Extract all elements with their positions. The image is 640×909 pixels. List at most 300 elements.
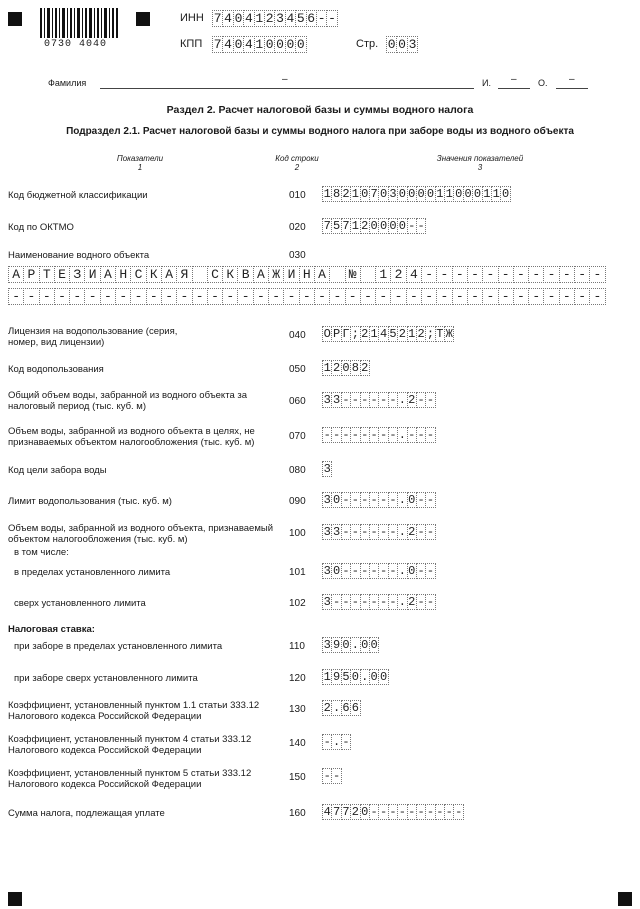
initial-i-value: –: [511, 74, 517, 85]
char-cell: 2: [390, 266, 406, 283]
char-cell: ;: [351, 327, 359, 341]
char-cell: -: [417, 393, 425, 407]
char-cell: С: [130, 266, 146, 283]
char-cell: -: [379, 493, 388, 507]
char-cell: 7: [213, 11, 222, 26]
char-cell: -: [317, 11, 326, 26]
char-cell: 0: [398, 219, 406, 233]
column-number-2: 2: [294, 163, 300, 172]
char-cell: -: [452, 288, 468, 305]
char-cell: №: [345, 266, 361, 283]
char-cell: 0: [370, 219, 378, 233]
char-cell: 0: [234, 37, 243, 52]
char-cell: -: [192, 288, 208, 305]
char-cell: -: [207, 288, 223, 305]
char-cell: 7: [332, 805, 341, 819]
char-cell: А: [314, 266, 330, 283]
row-label-100: Объем воды, забранной из водного объекта, признаваемый объектом налогообложения (тыс. куб. м): [8, 523, 274, 545]
char-cell: 2: [342, 187, 350, 201]
char-cell: 4: [224, 11, 232, 26]
char-cell: 7: [342, 219, 350, 233]
char-cell: -: [370, 564, 378, 578]
char-cell: ;: [426, 327, 435, 341]
char-cell: 2: [408, 595, 416, 609]
char-cell: 2: [323, 701, 331, 715]
char-cell: -: [268, 288, 284, 305]
char-cell: 4: [224, 37, 232, 52]
value-field-040: [322, 326, 453, 342]
char-cell: 3: [332, 393, 341, 407]
row-label-030: Наименование водного объекта: [8, 250, 150, 261]
char-cell: 0: [389, 219, 397, 233]
char-cell: -: [417, 428, 425, 442]
char-cell: 2: [408, 393, 416, 407]
char-cell: 7: [342, 805, 350, 819]
row-label-150: Коэффициент, установленный пунктом 5 статьи 333.12 Налогового кодекса Российской Федерации: [8, 768, 252, 790]
char-cell: -: [342, 564, 350, 578]
char-cell: -: [222, 288, 238, 305]
char-cell: -: [332, 428, 341, 442]
char-cell: -: [342, 493, 350, 507]
char-cell: -: [351, 493, 359, 507]
char-cell: .: [361, 670, 369, 684]
char-cell: Г: [342, 327, 350, 341]
char-cell: -: [421, 266, 437, 283]
row-code-050: 050: [289, 364, 306, 375]
char-cell: -: [39, 288, 55, 305]
column-header-3: Значения показателей: [436, 154, 524, 163]
char-cell: 0: [473, 187, 482, 201]
water-object-name-line-2: [8, 288, 605, 305]
char-cell: 1: [323, 670, 331, 684]
char-cell: -: [426, 525, 435, 539]
row-code-070: 070: [289, 431, 306, 442]
char-cell: -: [299, 288, 315, 305]
char-cell: 0: [379, 670, 388, 684]
value-field-060: [322, 392, 435, 408]
row-label-020: Код по ОКТМО: [8, 222, 74, 233]
char-cell: -: [390, 288, 406, 305]
char-cell: -: [351, 428, 359, 442]
row-label-160: Сумма налога, подлежащая уплате: [8, 808, 165, 819]
char-cell: -: [417, 493, 425, 507]
char-cell: -: [398, 805, 406, 819]
column-number-3: 3: [477, 163, 483, 172]
value-field-130: [322, 700, 360, 716]
char-cell: -: [370, 805, 378, 819]
char-cell: 1: [492, 187, 500, 201]
char-cell: [360, 266, 376, 283]
char-cell: -: [351, 595, 359, 609]
char-cell: .: [398, 428, 406, 442]
char-cell: -: [528, 288, 544, 305]
char-cell: 0: [265, 37, 274, 52]
char-cell: -: [559, 288, 575, 305]
value-field-140: [322, 734, 350, 750]
char-cell: Я: [176, 266, 192, 283]
char-cell: 0: [332, 493, 341, 507]
char-cell: -: [332, 595, 341, 609]
char-cell: -: [332, 769, 341, 783]
char-cell: 3: [323, 638, 331, 652]
corner-marker: [136, 12, 150, 26]
surname-label: Фамилия: [48, 78, 87, 88]
value-field-110: [322, 637, 378, 653]
char-cell: 2: [361, 327, 369, 341]
char-cell: -: [389, 805, 397, 819]
char-cell: -: [176, 288, 192, 305]
char-cell: -: [370, 525, 378, 539]
initial-o-label: О.: [538, 78, 548, 88]
char-cell: -: [370, 595, 378, 609]
page-number-field: [386, 36, 417, 53]
row-code-060: 060: [289, 396, 306, 407]
char-cell: -: [417, 805, 425, 819]
row-code-090: 090: [289, 496, 306, 507]
char-cell: -: [467, 288, 483, 305]
char-cell: -: [379, 525, 388, 539]
char-cell: 0: [455, 187, 463, 201]
char-cell: -: [408, 805, 416, 819]
initial-o-value: –: [569, 74, 575, 85]
char-cell: -: [130, 288, 146, 305]
char-cell: 1: [445, 187, 453, 201]
char-cell: 0: [464, 187, 472, 201]
char-cell: 0: [387, 37, 396, 52]
char-cell: 5: [332, 219, 341, 233]
char-cell: -: [543, 288, 559, 305]
char-cell: -: [69, 288, 85, 305]
char-cell: 0: [398, 187, 406, 201]
char-cell: -: [498, 288, 514, 305]
row-label-101: в пределах установленного лимита: [14, 567, 171, 578]
char-cell: -: [351, 393, 359, 407]
char-cell: .: [351, 638, 359, 652]
char-cell: 7: [323, 219, 331, 233]
water-object-name-line-1: [8, 266, 605, 283]
char-cell: 8: [332, 187, 341, 201]
value-field-010: [322, 186, 510, 202]
char-cell: -: [54, 288, 70, 305]
char-cell: -: [389, 428, 397, 442]
value-field-070: [322, 427, 435, 443]
char-cell: -: [406, 288, 422, 305]
row-code-120: 120: [289, 673, 306, 684]
char-cell: -: [467, 266, 483, 283]
char-cell: -: [361, 493, 369, 507]
char-cell: 5: [296, 11, 305, 26]
char-cell: 3: [389, 187, 397, 201]
char-cell: -: [417, 219, 425, 233]
char-cell: 0: [408, 493, 416, 507]
char-cell: З: [69, 266, 85, 283]
char-cell: -: [379, 595, 388, 609]
char-cell: -: [379, 805, 388, 819]
char-cell: 0: [398, 37, 406, 52]
char-cell: .: [332, 701, 341, 715]
row-label-130: Коэффициент, установленный пунктом 1.1 статьи 333.12 Налогового кодекса Российской Федерации: [8, 700, 260, 722]
char-cell: -: [351, 525, 359, 539]
row-label-including: в том числе:: [14, 547, 69, 558]
char-cell: 3: [323, 595, 331, 609]
char-cell: -: [329, 288, 345, 305]
char-cell: 1: [255, 11, 264, 26]
row-code-101: 101: [289, 567, 306, 578]
char-cell: .: [398, 595, 406, 609]
char-cell: 0: [379, 219, 388, 233]
char-cell: 6: [342, 701, 350, 715]
char-cell: 1: [351, 187, 359, 201]
char-cell: -: [115, 288, 131, 305]
char-cell: 4: [286, 11, 295, 26]
inn-field: [212, 10, 337, 27]
initial-i-label: И.: [482, 78, 491, 88]
char-cell: -: [351, 564, 359, 578]
char-cell: -: [445, 805, 453, 819]
char-cell: 3: [323, 564, 331, 578]
char-cell: -: [323, 735, 331, 749]
char-cell: А: [8, 266, 24, 283]
row-code-150: 150: [289, 772, 306, 783]
char-cell: 1: [351, 219, 359, 233]
row-code-140: 140: [289, 738, 306, 749]
char-cell: 0: [342, 638, 350, 652]
char-cell: 1: [323, 187, 331, 201]
row-label-010: Код бюджетной классификации: [8, 190, 148, 201]
char-cell: -: [253, 288, 269, 305]
char-cell: -: [574, 266, 590, 283]
char-cell: -: [342, 393, 350, 407]
char-cell: -: [237, 288, 253, 305]
char-cell: -: [8, 288, 24, 305]
row-label-070: Объем воды, забранной из водного объекта в целях, не признаваемых объектом налогообложения (тыс. куб. м): [8, 426, 255, 448]
barcode-number: 0730 4040: [44, 39, 108, 50]
row-code-010: 010: [289, 190, 306, 201]
kpp-label: КПП: [180, 38, 203, 50]
char-cell: -: [528, 266, 544, 283]
row-label-120: при заборе сверх установленного лимита: [14, 673, 198, 684]
row-label-060: Общий объем воды, забранной из водного объекта за налоговый период (тыс. куб. м): [8, 390, 248, 412]
char-cell: Ж: [445, 327, 453, 341]
char-cell: -: [389, 595, 397, 609]
char-cell: -: [426, 393, 435, 407]
char-cell: -: [361, 525, 369, 539]
char-cell: -: [417, 525, 425, 539]
char-cell: Т: [39, 266, 55, 283]
column-header-2: Код строки: [275, 154, 319, 163]
char-cell: -: [342, 525, 350, 539]
row-code-110: 110: [289, 641, 305, 652]
row-code-020: 020: [289, 222, 306, 233]
char-cell: 0: [361, 638, 369, 652]
char-cell: -: [426, 564, 435, 578]
char-cell: 0: [296, 37, 305, 52]
char-cell: -: [513, 266, 529, 283]
char-cell: 5: [389, 327, 397, 341]
char-cell: А: [161, 266, 177, 283]
char-cell: -: [379, 393, 388, 407]
row-label-050: Код водопользования: [8, 364, 104, 375]
char-cell: -: [436, 805, 444, 819]
char-cell: -: [498, 266, 514, 283]
char-cell: -: [342, 735, 350, 749]
char-cell: 0: [276, 37, 284, 52]
char-cell: 3: [408, 37, 417, 52]
char-cell: 4: [406, 266, 422, 283]
row-label-102: сверх установленного лимита: [14, 598, 146, 609]
char-cell: 3: [323, 462, 331, 476]
inn-label: ИНН: [180, 12, 204, 24]
char-cell: -: [513, 288, 529, 305]
value-field-080: [322, 461, 331, 477]
char-cell: -: [161, 288, 177, 305]
char-cell: 4: [244, 11, 253, 26]
char-cell: 3: [323, 393, 331, 407]
surname-underline: [100, 88, 474, 89]
char-cell: 0: [426, 187, 435, 201]
char-cell: 1: [255, 37, 264, 52]
char-cell: 9: [332, 638, 341, 652]
surname-value: –: [282, 74, 288, 85]
char-cell: И: [283, 266, 299, 283]
char-cell: -: [323, 428, 331, 442]
row-code-030: 030: [289, 250, 306, 261]
row-code-100: 100: [289, 528, 306, 539]
char-cell: 6: [351, 701, 359, 715]
section-title: Раздел 2. Расчет налоговой базы и суммы водного налога: [166, 104, 474, 116]
char-cell: 2: [361, 219, 369, 233]
char-cell: -: [436, 288, 452, 305]
char-cell: .: [332, 735, 341, 749]
corner-marker: [618, 892, 632, 906]
char-cell: С: [207, 266, 223, 283]
char-cell: 3: [323, 493, 331, 507]
char-cell: Е: [54, 266, 70, 283]
char-cell: А: [100, 266, 116, 283]
value-field-150: [322, 768, 341, 784]
char-cell: -: [328, 11, 336, 26]
char-cell: 0: [370, 670, 378, 684]
char-cell: -: [482, 266, 498, 283]
value-field-120: [322, 669, 388, 685]
char-cell: 0: [417, 187, 425, 201]
char-cell: А: [253, 266, 269, 283]
char-cell: [329, 266, 345, 283]
char-cell: -: [360, 288, 376, 305]
corner-marker: [8, 12, 22, 26]
char-cell: 2: [361, 361, 369, 375]
char-cell: .: [398, 393, 406, 407]
char-cell: -: [345, 288, 361, 305]
char-cell: -: [426, 595, 435, 609]
char-cell: -: [408, 428, 416, 442]
kpp-field: [212, 36, 306, 53]
char-cell: -: [389, 393, 397, 407]
char-cell: 1: [370, 327, 378, 341]
char-cell: 3: [332, 525, 341, 539]
char-cell: -: [375, 288, 391, 305]
char-cell: 2: [398, 327, 406, 341]
value-field-020: [322, 218, 425, 234]
char-cell: 9: [332, 670, 341, 684]
char-cell: 0: [332, 564, 341, 578]
subsection-title: Подраздел 2.1. Расчет налоговой базы и суммы водного налога при заборе воды из водного объекта: [66, 126, 574, 137]
char-cell: -: [389, 493, 397, 507]
char-cell: 0: [370, 638, 378, 652]
char-cell: -: [543, 266, 559, 283]
page-label: Стр.: [356, 38, 379, 50]
value-field-100: [322, 524, 435, 540]
char-cell: -: [361, 564, 369, 578]
char-cell: 1: [483, 187, 491, 201]
char-cell: 1: [323, 361, 331, 375]
char-cell: И: [84, 266, 100, 283]
value-field-102: [322, 594, 435, 610]
char-cell: 3: [323, 525, 331, 539]
char-cell: -: [323, 769, 331, 783]
char-cell: 1: [408, 327, 416, 341]
column-number-1: 1: [137, 163, 143, 172]
char-cell: .: [398, 525, 406, 539]
row-label-090: Лимит водопользования (тыс. куб. м): [8, 496, 172, 507]
char-cell: -: [361, 393, 369, 407]
corner-marker: [8, 892, 22, 906]
value-field-050: [322, 360, 369, 376]
char-cell: 7: [370, 187, 378, 201]
char-cell: -: [283, 288, 299, 305]
char-cell: 2: [417, 327, 425, 341]
char-cell: -: [452, 266, 468, 283]
char-cell: 2: [351, 805, 359, 819]
char-cell: -: [574, 288, 590, 305]
char-cell: 0: [361, 805, 369, 819]
char-cell: -: [589, 266, 605, 283]
char-cell: К: [146, 266, 162, 283]
char-cell: 3: [276, 11, 284, 26]
column-header-1: Показатели: [116, 154, 164, 163]
char-cell: -: [426, 493, 435, 507]
row-code-080: 080: [289, 465, 306, 476]
char-cell: 4: [244, 37, 253, 52]
char-cell: -: [559, 266, 575, 283]
value-field-160: [322, 804, 463, 820]
char-cell: Р: [23, 266, 39, 283]
row-label-040: Лицензия на водопользование (серия, номер, вид лицензии): [8, 326, 178, 348]
char-cell: -: [361, 428, 369, 442]
char-cell: -: [84, 288, 100, 305]
char-cell: К: [222, 266, 238, 283]
char-cell: .: [398, 564, 406, 578]
char-cell: Н: [115, 266, 131, 283]
char-cell: 1: [436, 187, 444, 201]
row-label-tax-rate: Налоговая ставка:: [8, 624, 95, 635]
row-label-080: Код цели забора воды: [8, 465, 107, 476]
char-cell: 0: [351, 670, 359, 684]
row-code-130: 130: [289, 704, 306, 715]
char-cell: 2: [265, 11, 274, 26]
char-cell: -: [361, 595, 369, 609]
char-cell: 5: [342, 670, 350, 684]
char-cell: 0: [286, 37, 295, 52]
char-cell: -: [342, 428, 350, 442]
char-cell: Ж: [268, 266, 284, 283]
char-cell: Р: [332, 327, 341, 341]
char-cell: -: [370, 493, 378, 507]
char-cell: .: [398, 493, 406, 507]
initial-o-underline: [556, 88, 588, 89]
char-cell: 1: [375, 266, 391, 283]
char-cell: 4: [379, 327, 388, 341]
